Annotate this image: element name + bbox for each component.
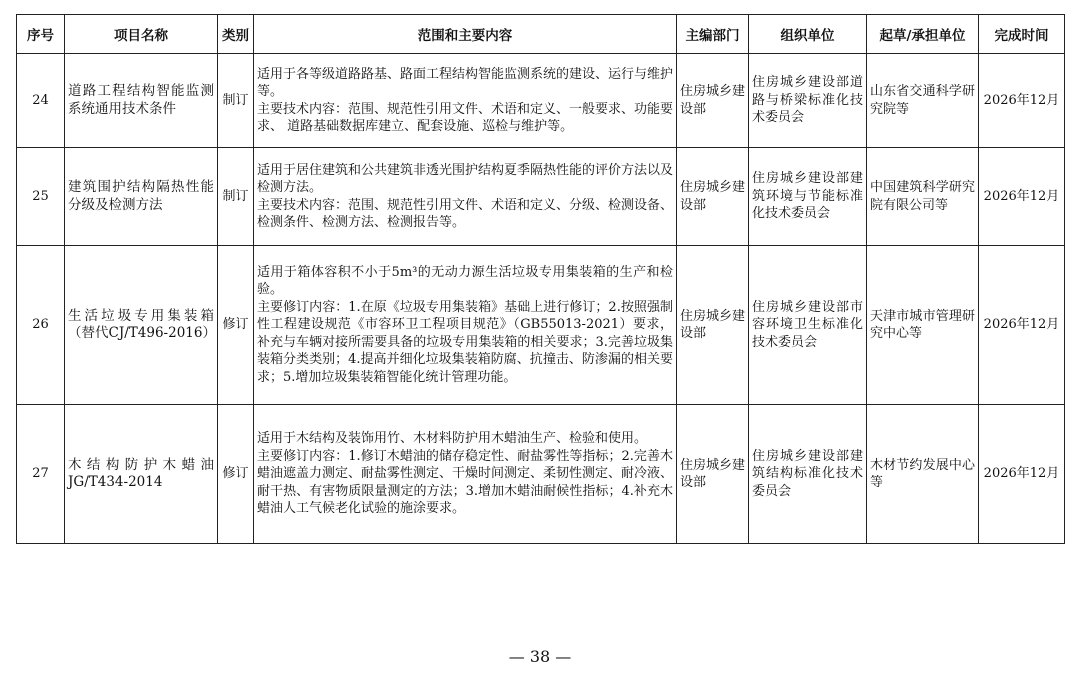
table-row bbox=[17, 405, 1065, 544]
scope-main-content: 主要修订内容：1.修订木蜡油的储存稳定性、耐盐雾性等指标；2.完善木蜡油遮盖力测定、耐盐雾性测定、干燥时间测定、柔韧性测定、耐冷液、耐干热、有害物质限量测定的方法；3.增加木蜡油耐候性指标；4.补充木蜡油人工气候老化试验的施涂要求。 bbox=[257, 448, 674, 517]
cell-type: 制订 bbox=[218, 148, 254, 246]
cell-name: 生活垃圾专用集装箱（替代CJ/T496-2016） bbox=[65, 246, 218, 405]
cell-name: 建筑围护结构隔热性能分级及检测方法 bbox=[65, 148, 218, 246]
cell-dept: 住房城乡建设部 bbox=[677, 405, 749, 544]
table-row bbox=[17, 246, 1065, 405]
cell-org: 住房城乡建设部建筑结构标准化技术委员会 bbox=[749, 405, 867, 544]
cell-deadline: 2026年12月 bbox=[979, 405, 1065, 544]
page-number: — 38 — bbox=[508, 647, 572, 666]
header-name: 项目名称 bbox=[65, 15, 218, 54]
cell-no: 25 bbox=[17, 148, 65, 246]
scope-main-content: 主要修订内容：1.在原《垃圾专用集装箱》基础上进行修订；2.按照强制性工程建设规范《市容环卫工程项目规范》（GB55013-2021）要求，补充与车辆对接所需要具备的垃圾专用集装箱的相关要求；3.完善垃圾集装箱分类类别；4.提高并细化垃圾集装箱防腐、抗撞击、防渗漏的相关要求；5.增加垃圾集装箱智能化统计管理功能。 bbox=[257, 299, 673, 385]
cell-name: 木结构防护木蜡油JG/T434-2014 bbox=[65, 405, 218, 544]
cell-scope bbox=[254, 54, 677, 148]
table-row bbox=[17, 54, 1065, 148]
scope-applicability: 适用于各等级道路路基、路面工程结构智能监测系统的建设、运行与维护等。 bbox=[257, 66, 674, 99]
table-row bbox=[17, 148, 1065, 246]
cell-scope bbox=[254, 405, 677, 544]
standards-table bbox=[16, 14, 1065, 544]
cell-no: 26 bbox=[17, 246, 65, 405]
header-deadline: 完成时间 bbox=[979, 15, 1065, 54]
cell-drafter: 木材节约发展中心等 bbox=[867, 405, 979, 544]
cell-name: 道路工程结构智能监测系统通用技术条件 bbox=[65, 54, 218, 148]
scope-applicability: 适用于居住建筑和公共建筑非透光围护结构夏季隔热性能的评价方法以及检测方法。 bbox=[257, 162, 674, 195]
cell-dept: 住房城乡建设部 bbox=[677, 54, 749, 148]
cell-scope bbox=[254, 148, 677, 246]
cell-deadline: 2026年12月 bbox=[979, 148, 1065, 246]
cell-drafter: 山东省交通科学研究院等 bbox=[867, 54, 979, 148]
header-dept: 主编部门 bbox=[677, 15, 749, 54]
cell-dept: 住房城乡建设部 bbox=[677, 246, 749, 405]
scope-main-content: 主要技术内容：范围、规范性引用文件、术语和定义、分级、检测设备、检测条件、检测方法、检测报告等。 bbox=[257, 197, 674, 230]
cell-no: 27 bbox=[17, 405, 65, 544]
scope-applicability: 适用于箱体容积不小于5m³的无动力源生活垃圾专用集装箱的生产和检验。 bbox=[257, 264, 673, 298]
cell-no: 24 bbox=[17, 54, 65, 148]
header-org: 组织单位 bbox=[749, 15, 867, 54]
header-scope: 范围和主要内容 bbox=[254, 15, 677, 54]
cell-org: 住房城乡建设部建筑环境与节能标准化技术委员会 bbox=[749, 148, 867, 246]
cell-drafter: 中国建筑科学研究院有限公司等 bbox=[867, 148, 979, 246]
header-drafter: 起草/承担单位 bbox=[867, 15, 979, 54]
scope-main-content: 主要技术内容：范围、规范性引用文件、术语和定义、一般要求、功能要求、 道路基础数据库建立、配套设施、巡检与维护等。 bbox=[257, 101, 674, 134]
header-type: 类别 bbox=[218, 15, 254, 54]
cell-scope bbox=[254, 246, 677, 405]
cell-type: 修订 bbox=[218, 246, 254, 405]
cell-deadline: 2026年12月 bbox=[979, 246, 1065, 405]
cell-drafter: 天津市城市管理研究中心等 bbox=[867, 246, 979, 405]
header-no: 序号 bbox=[17, 15, 65, 54]
cell-type: 制订 bbox=[218, 54, 254, 148]
cell-org: 住房城乡建设部市容环境卫生标准化技术委员会 bbox=[749, 246, 867, 405]
cell-type: 修订 bbox=[218, 405, 254, 544]
scope-applicability: 适用于木结构及装饰用竹、木材料防护用木蜡油生产、检验和使用。 bbox=[257, 431, 648, 447]
table-header-row bbox=[17, 15, 1065, 54]
cell-deadline: 2026年12月 bbox=[979, 54, 1065, 148]
cell-org: 住房城乡建设部道路与桥梁标准化技术委员会 bbox=[749, 54, 867, 148]
cell-dept: 住房城乡建设部 bbox=[677, 148, 749, 246]
